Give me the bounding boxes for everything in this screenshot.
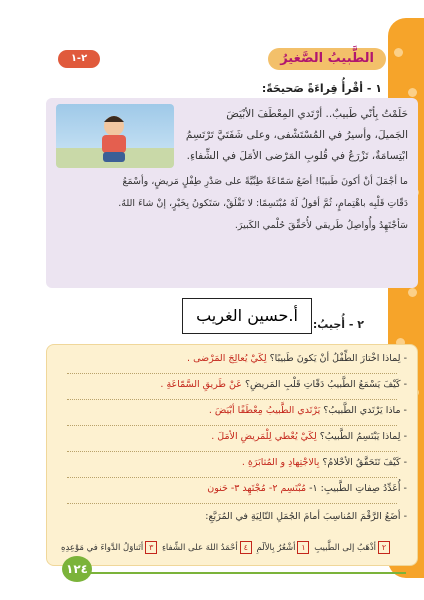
order-number-box: ١ — [297, 541, 309, 554]
answer-card — [46, 344, 418, 566]
passage-line: حَلَمْتُ بِأنّي طَبيبٌ.. أرْتَدي المِعْطَفَ الأبْيَضَ — [226, 108, 408, 120]
boy-illustration — [56, 104, 174, 168]
page-number: ١٢٤ — [62, 556, 92, 582]
page-content — [36, 28, 408, 588]
section-1-heading: ١ - أقْرأُ قِراءَةً صَحيحَةً: — [261, 82, 382, 95]
question-answer-row: - ماذا يَرْتَدي الطَّبيبُ؟ يَرْتَدي الطَّبيبُ مِعْطَفًا أبْيَضَ . — [208, 405, 407, 416]
order-number-box: ٣ — [145, 541, 157, 554]
passage-line: سَأجْتَهِدُ وأُواصِلُ طَريقي لأُحَقِّقَ حُلْمي الكَبيرَ. — [234, 220, 408, 231]
section-2-heading: ٢ - أُجيبُ: — [312, 318, 364, 331]
lesson-title: الطَّبيبُ الصَّغيرُ — [268, 48, 386, 70]
lesson-code-badge: ٢-١ — [58, 50, 100, 68]
question-answer-row: - لِماذا اخْتارَ الطِّفْلُ أنْ يَكونَ طَبيبًا؟ لِكَيْ يُعالِجَ المَرْضى . — [187, 353, 407, 364]
passage-line: ما أجْمَلَ أنْ أكونَ طَبيبًا! أضَعُ سَمّاعَةً طِبِّيَّةً على صَدْرِ طِفْلٍ مَريضٍ، وأسْمَعُ — [122, 176, 408, 187]
question-answer-row: - كَيْفَ يَسْمَعُ الطَّبيبُ دَقّاتِ قَلْبِ المَريضِ؟ عَنْ طَريقِ السَّمّاعَةِ . — [160, 379, 407, 390]
question-answer-row: - كَيْفَ تَتَحَقَّقُ الأحْلامُ؟ بِالاجْتِهادِ و المُثابَرَةِ . — [241, 457, 407, 468]
order-number-box: ٢ — [378, 541, 390, 554]
passage-line: ابْتِسامَةٌ، تَزْرَعُ في قُلوبِ المَرْضى الأمَلَ في الشِّفاءِ. — [186, 150, 408, 162]
reading-passage — [46, 98, 418, 288]
question-answer-row: - لِماذا يَبْتَسِمُ الطَّبيبُ؟ لِكَيْ يُعْطي لِلْمَريضِ الأمَلَ . — [211, 431, 407, 442]
teacher-name-stamp: أ.حسين الغريب — [182, 298, 312, 334]
order-number-box: ٤ — [240, 541, 252, 554]
question-answer-row: - أُعَدِّدُ صِفاتِ الطَّبيبِ: ١- مُبْتَسِم ٢- مُجْتَهِد ٣- حَنون — [207, 483, 407, 494]
order-task-instruction: - أضَعُ الرَّقْمَ المُناسِبَ أمامَ الجُمَلِ التّالِيَةِ في المُرَبَّعِ: — [205, 511, 407, 522]
passage-line: الجَميلَ، وأسيرُ في المُسْتَشْفى، وعلى شَفَتَيَّ تَرْتَسِمُ — [185, 129, 408, 141]
passage-line: دَقّاتِ قَلْبِه باهْتِمامٍ، ثُمَّ أقولُ لَهُ مُبْتَسِمًا: لا تَقْلَقْ، سَتَكونُ بِخَيْرٍ، إنْ شاءَ اللهُ. — [118, 198, 408, 209]
order-task-items: ٢أذْهَبُ إلى الطَّبيبِ ١أشْعُرُ بِالألَمِ ٤أحْمَدُ اللهَ على الشِّفاءِ ٣أتَناوَلُ الدَّواءَ في مَوْعِدِهِ — [61, 541, 392, 554]
footer-line — [66, 572, 406, 574]
